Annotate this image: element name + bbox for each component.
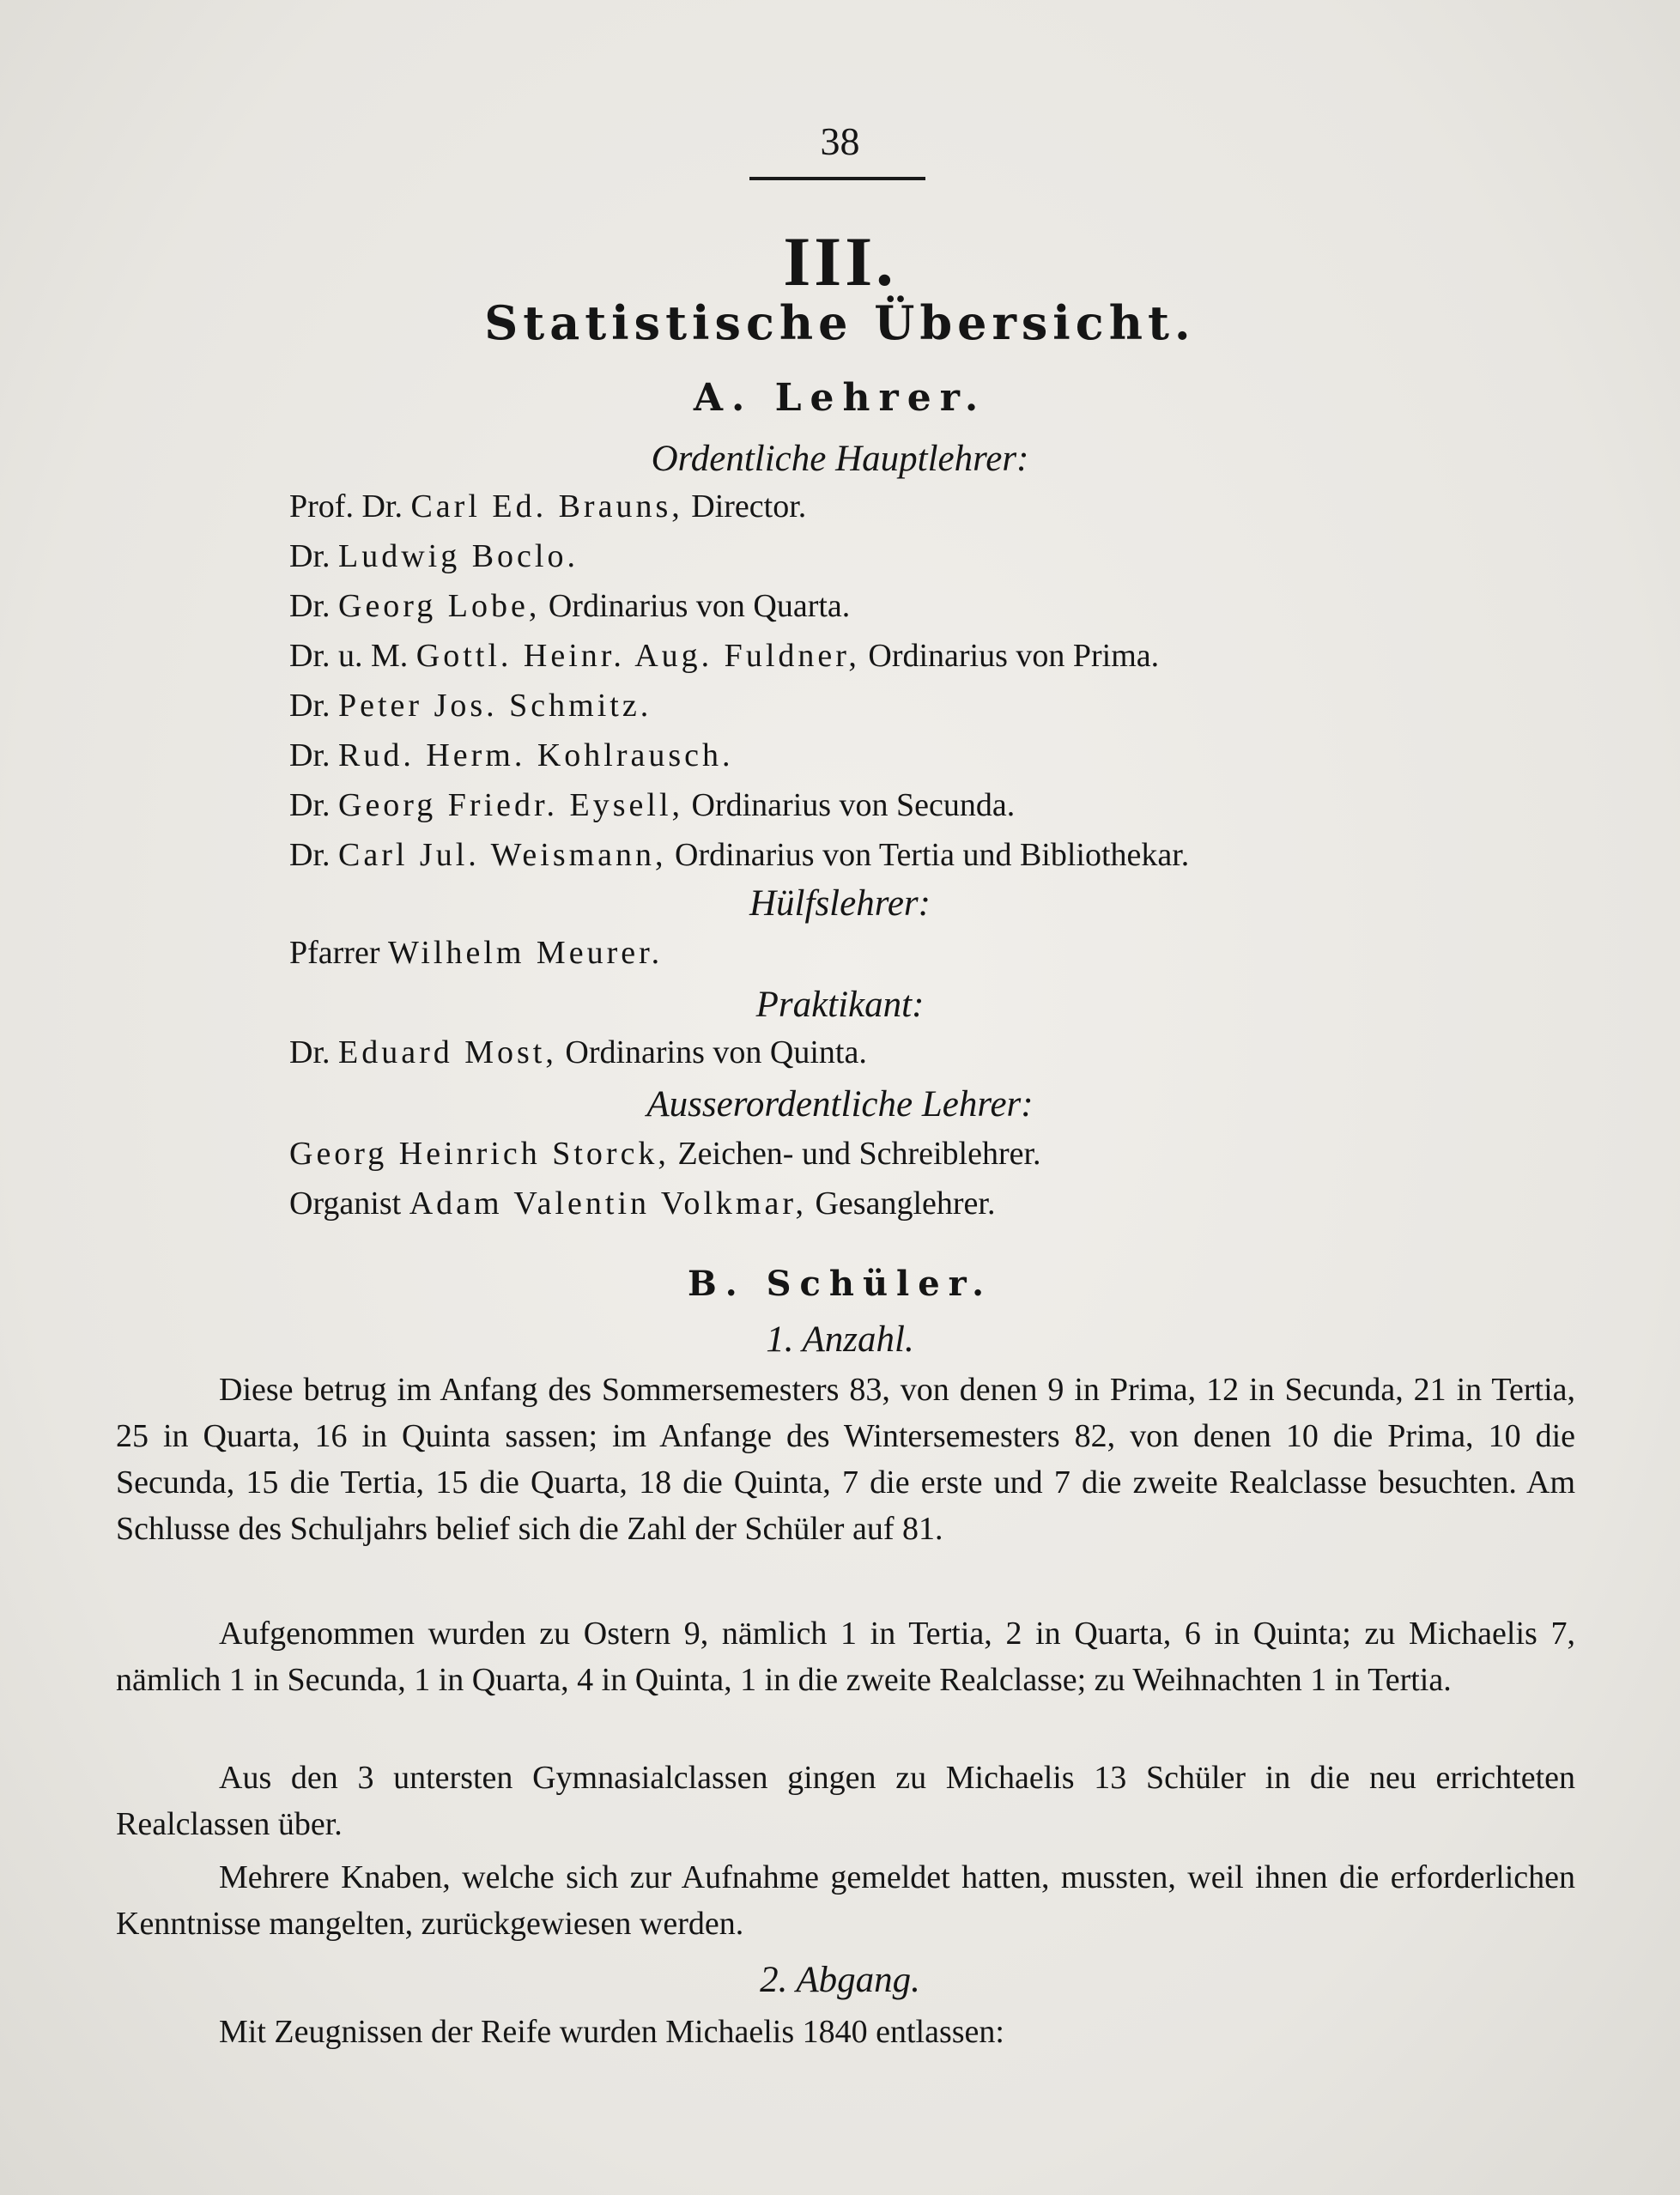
teacher-role: Director. xyxy=(691,488,807,524)
teacher-prefix: Dr. xyxy=(289,538,331,574)
teacher-line xyxy=(289,687,652,725)
teacher-name: Carl Jul. Weismann, xyxy=(338,837,667,873)
teacher-line xyxy=(289,488,806,525)
teacher-line xyxy=(289,836,1189,874)
teacher-line xyxy=(289,1135,1041,1173)
page-number-rule xyxy=(749,177,925,180)
paragraph-anzahl xyxy=(116,1367,1575,1552)
heading-abgang: 2. Abgang. xyxy=(760,1960,920,2000)
section-title: Statistische Übersicht. xyxy=(484,295,1196,350)
teacher-prefix: Prof. Dr. xyxy=(289,488,403,524)
heading-anzahl: 1. Anzahl. xyxy=(766,1319,914,1360)
teacher-prefix: Dr. xyxy=(289,688,331,724)
section-number: III. xyxy=(783,222,897,300)
teacher-name: Rud. Herm. Kohlrausch. xyxy=(338,737,734,773)
teacher-prefix: Dr. xyxy=(289,588,331,624)
paragraph-text: Mehrere Knaben, welche sich zur Aufnahme gemeldet hatten, mussten, weil ihnen die erforderlichen Kenntnisse mangelten, zurückgewiesen werden. xyxy=(116,1859,1575,1942)
teacher-line xyxy=(289,537,579,575)
subsection-b-title: B. Schüler. xyxy=(687,1264,993,1304)
teacher-role: Ordinarius von Quarta. xyxy=(548,588,851,624)
paragraph-aufgenommen xyxy=(116,1610,1575,1703)
paragraph-abgang xyxy=(116,2009,1575,2055)
paragraph-text: Diese betrug im Anfang des Sommersemesters 83, von denen 9 in Prima, 12 in Secunda, 21 in Tertia, 25 in Quarta, 16 in Quinta sassen; im Anfange des Wintersemesters 82, von denen 10 die Prima, 10 die Secunda, 15 die Tertia, 15 die Quarta, 18 die Quinta, 7 die erste und 7 die zweite Realclasse besuchten. Am Schlusse des Schuljahrs belief sich die Zahl der Schüler auf 81. xyxy=(116,1372,1575,1547)
paragraph-knaben xyxy=(116,1854,1575,1947)
teacher-prefix: Dr. xyxy=(289,787,331,823)
heading-praktikant: Praktikant: xyxy=(755,985,925,1025)
teacher-name: Wilhelm Meurer. xyxy=(387,935,664,971)
teacher-line xyxy=(289,1034,867,1071)
page-number: 38 xyxy=(820,119,860,163)
teacher-line xyxy=(289,637,1159,675)
teacher-name: Georg Friedr. Eysell, xyxy=(338,787,684,823)
teacher-line xyxy=(289,737,734,774)
teacher-prefix: Dr. xyxy=(289,737,331,773)
teacher-name: Georg Lobe, xyxy=(338,588,541,624)
teacher-prefix: Dr. u. M. xyxy=(289,638,409,674)
teacher-line xyxy=(289,1185,995,1222)
teacher-role: Ordinarius von Secunda. xyxy=(691,787,1016,823)
teacher-name: Ludwig Boclo. xyxy=(338,538,579,574)
teacher-prefix: Pfarrer xyxy=(289,935,380,971)
teacher-role: Gesanglehrer. xyxy=(815,1185,996,1222)
teacher-line xyxy=(289,587,850,625)
teacher-name: Eduard Most, xyxy=(338,1034,557,1070)
paragraph-text: Aufgenommen wurden zu Ostern 9, nämlich 1 in Tertia, 2 in Quarta, 6 in Quinta; zu Michaelis 7, nämlich 1 in Secunda, 1 in Quarta, 4 in Quinta, 1 in die zweite Realclasse; zu Weihnachten 1 in Tertia. xyxy=(116,1616,1575,1698)
paragraph-text: Aus den 3 untersten Gymnasialclassen gingen zu Michaelis 13 Schüler in die neu errichteten Realclassen über. xyxy=(116,1760,1575,1842)
teacher-prefix: Organist xyxy=(289,1185,402,1222)
teacher-role: Ordinarius von Tertia und Bibliothekar. xyxy=(675,837,1190,873)
teacher-name: Gottl. Heinr. Aug. Fuldner, xyxy=(415,638,860,674)
teacher-name: Adam Valentin Volkmar, xyxy=(409,1185,807,1222)
teacher-name: Georg Heinrich Storck, xyxy=(289,1136,670,1172)
teacher-prefix: Dr. xyxy=(289,837,331,873)
teacher-prefix: Dr. xyxy=(289,1034,331,1070)
teacher-role: Ordinarins von Quinta. xyxy=(565,1034,867,1070)
heading-huelfslehrer: Hülfslehrer: xyxy=(749,883,931,924)
heading-ordentliche: Ordentliche Hauptlehrer: xyxy=(651,439,1029,479)
heading-ausserordentliche: Ausserordentliche Lehrer: xyxy=(646,1084,1034,1125)
teacher-role: Zeichen- und Schreiblehrer. xyxy=(677,1136,1041,1172)
teacher-line xyxy=(289,786,1015,824)
paragraph-text: Mit Zeugnissen der Reife wurden Michaelis 1840 entlassen: xyxy=(219,2014,1004,2050)
teacher-name: Carl Ed. Brauns, xyxy=(410,488,683,524)
subsection-a-title: A. Lehrer. xyxy=(693,376,987,420)
teacher-name: Peter Jos. Schmitz. xyxy=(338,688,652,724)
teacher-role: Ordinarius von Prima. xyxy=(868,638,1160,674)
paragraph-realclassen xyxy=(116,1755,1575,1847)
teacher-line xyxy=(289,934,663,972)
